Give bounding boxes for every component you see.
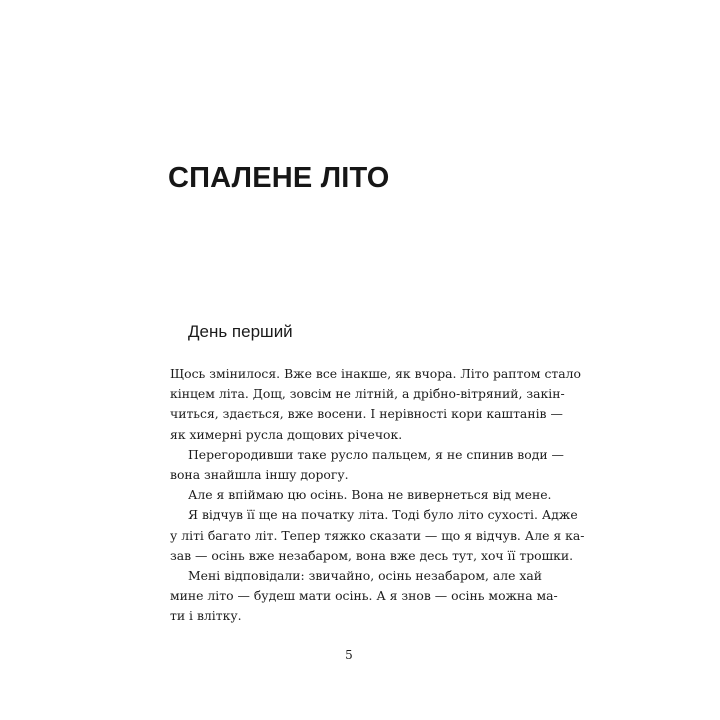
text-line: кінцем літа. Дощ, зовсім не літній, а дрібно-вітряний, закін- — [170, 386, 565, 402]
chapter-title: СПАЛЕНЕ ЛІТО — [168, 162, 390, 194]
section-heading: День перший — [188, 322, 293, 341]
text-line: вона знайшла іншу дорогу. — [170, 467, 349, 483]
text-line: Перегородивши таке русло пальцем, я не спинив води — — [188, 446, 564, 462]
text-line: мине літо — будеш мати осінь. А я знов — осінь можна ма- — [170, 588, 558, 604]
text-line: зав — осінь вже незабаром, вона вже десь тут, хоч її трошки. — [170, 547, 574, 563]
body-text — [170, 364, 585, 627]
page-number: 5 — [345, 648, 353, 662]
text-line: читься, здається, вже восени. І нерівності кори каштанів — — [170, 406, 563, 422]
text-line: у літі багато літ. Тепер тяжко сказати — що я відчув. Але я ка- — [170, 527, 585, 543]
text-line: Щось змінилося. Вже все інакше, як вчора. Літо раптом стало — [170, 366, 581, 381]
text-line: як химерні русла дощових річечок. — [170, 426, 403, 442]
text-line: Але я впіймаю цю осінь. Вона не вивернеться від мене. — [188, 487, 552, 503]
text-line: Я відчув її ще на початку літа. Тоді було літо сухості. Адже — [188, 507, 578, 523]
text-line: Мені відповідали: звичайно, осінь незабаром, але хай — [188, 568, 543, 584]
text-line: ти і влітку. — [170, 608, 242, 624]
